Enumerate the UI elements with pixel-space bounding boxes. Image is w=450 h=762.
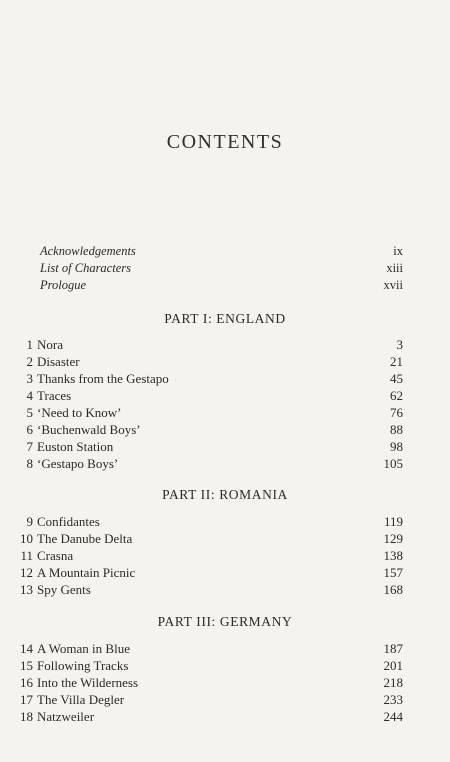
front-matter-item xyxy=(40,260,403,277)
chapter-title: ‘Need to Know’ xyxy=(37,405,122,420)
chapter-title: The Danube Delta xyxy=(37,531,133,546)
chapter-number: 4 xyxy=(26,388,33,403)
front-matter-page: xiii xyxy=(386,261,403,275)
chapter-page: 187 xyxy=(383,641,403,656)
chapter-row xyxy=(12,353,403,370)
chapter-list-part-3 xyxy=(12,640,403,725)
chapter-title: Following Tracks xyxy=(37,658,129,673)
chapter-number: 17 xyxy=(20,692,33,707)
front-matter-label: Prologue xyxy=(40,278,87,292)
chapter-number: 18 xyxy=(20,709,33,724)
part-heading: PART III: GERMANY xyxy=(157,614,293,629)
chapter-row xyxy=(12,564,403,581)
front-matter-item xyxy=(40,243,403,260)
chapter-page: 138 xyxy=(383,548,403,563)
chapter-page: 233 xyxy=(383,692,403,707)
chapter-list-part-1 xyxy=(12,336,403,472)
chapter-title: Spy Gents xyxy=(37,582,91,597)
chapter-page: 88 xyxy=(390,422,403,437)
chapter-title: Traces xyxy=(37,388,72,403)
front-matter-page: ix xyxy=(393,244,403,258)
chapter-page: 168 xyxy=(383,582,403,597)
chapter-number: 2 xyxy=(26,354,33,369)
chapter-number: 5 xyxy=(26,405,33,420)
chapter-number: 12 xyxy=(20,565,33,580)
chapter-number: 8 xyxy=(26,456,33,471)
chapter-row xyxy=(12,691,403,708)
chapter-title: The Villa Degler xyxy=(37,692,125,707)
chapter-number: 9 xyxy=(26,514,33,529)
chapter-page: 105 xyxy=(383,456,403,471)
chapter-number: 15 xyxy=(20,658,33,673)
chapter-number: 10 xyxy=(20,531,33,546)
chapter-title: Into the Wilderness xyxy=(37,675,139,690)
chapter-page: 3 xyxy=(396,337,403,352)
chapter-number: 16 xyxy=(20,675,33,690)
chapter-title: Disaster xyxy=(37,354,80,369)
front-matter-item xyxy=(40,277,403,294)
chapter-page: 98 xyxy=(390,439,403,454)
chapter-page: 244 xyxy=(383,709,403,724)
chapter-number: 6 xyxy=(26,422,33,437)
chapter-page: 62 xyxy=(390,388,403,403)
chapter-page: 76 xyxy=(390,405,403,420)
chapter-row xyxy=(12,336,403,353)
chapter-title: A Woman in Blue xyxy=(37,641,130,656)
chapter-title: Confidantes xyxy=(37,514,100,529)
chapter-row xyxy=(12,581,403,598)
chapter-row xyxy=(12,640,403,657)
chapter-page: 201 xyxy=(383,658,403,673)
front-matter-label: Acknowledgements xyxy=(40,244,136,258)
chapter-title: Euston Station xyxy=(37,439,114,454)
chapter-row xyxy=(12,513,403,530)
chapter-row xyxy=(12,404,403,421)
chapter-number: 1 xyxy=(26,337,33,352)
chapter-number: 14 xyxy=(20,641,33,656)
chapter-row xyxy=(12,387,403,404)
chapter-title: Thanks from the Gestapo xyxy=(37,371,169,386)
chapter-page: 21 xyxy=(390,354,403,369)
chapter-page: 129 xyxy=(383,531,403,546)
chapter-row xyxy=(12,547,403,564)
chapter-page: 45 xyxy=(390,371,403,386)
chapter-title: Crasna xyxy=(37,548,74,563)
chapter-title: Nora xyxy=(37,337,63,352)
chapter-title: A Mountain Picnic xyxy=(37,565,136,580)
chapter-number: 11 xyxy=(20,548,33,563)
chapter-list-part-2 xyxy=(12,513,403,598)
chapter-number: 7 xyxy=(26,439,33,454)
chapter-row xyxy=(12,421,403,438)
part-heading: PART I: ENGLAND xyxy=(164,311,286,326)
chapter-row xyxy=(12,530,403,547)
page-title: CONTENTS xyxy=(166,131,284,153)
chapter-title: ‘Buchenwald Boys’ xyxy=(37,422,141,437)
chapter-title: ‘Gestapo Boys’ xyxy=(37,456,119,471)
front-matter-label: List of Characters xyxy=(40,261,131,275)
chapter-row xyxy=(12,370,403,387)
part-heading: PART II: ROMANIA xyxy=(162,487,288,502)
chapter-row xyxy=(12,674,403,691)
chapter-row xyxy=(12,455,403,472)
chapter-row xyxy=(12,657,403,674)
chapter-page: 119 xyxy=(383,514,403,529)
front-matter-list xyxy=(40,243,403,294)
chapter-row xyxy=(12,438,403,455)
front-matter-page: xvii xyxy=(383,278,403,292)
chapter-number: 3 xyxy=(26,371,33,386)
chapter-page: 218 xyxy=(383,675,403,690)
chapter-title: Natzweiler xyxy=(37,709,95,724)
chapter-number: 13 xyxy=(20,582,33,597)
chapter-page: 157 xyxy=(383,565,403,580)
chapter-row xyxy=(12,708,403,725)
